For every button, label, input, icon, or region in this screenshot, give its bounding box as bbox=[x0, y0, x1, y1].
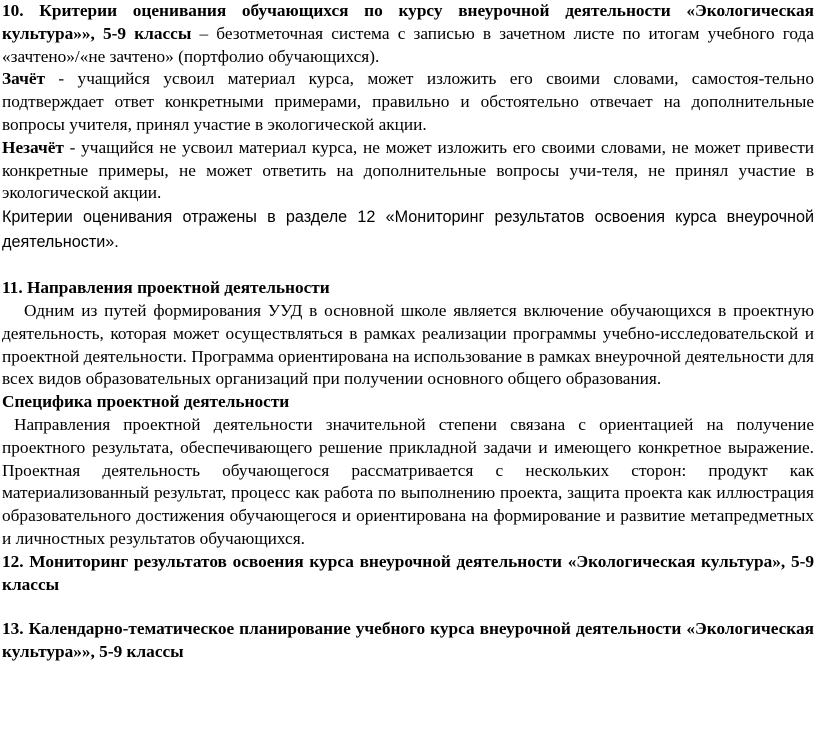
section-11-paragraph-2: Направления проектной деятельности значительной степени связана с ориентацией на получение проектного результата, обеспечивающего решение прикладной задачи и имеющего конкретное выражение. Проектная деятельность обучающегося рассматривается с нескольких сторон: продукт как материализованный результат, процесс как работа по выполнению проекта, защита проекта как иллюстрация образовательного достижения обучающегося и ориентирована на формирование и развитие метапредметных и личностных результатов обучающихся. bbox=[2, 414, 814, 548]
pass-description: - учащийся усвоил материал курса, может изложить его своими словами, самостоя-тельно подтверждает ответ конкретными примерами, правильно и обстоятельно отвечает на дополнительные вопросы учителя, принял участие в экологической акции. bbox=[2, 69, 814, 134]
section-12-heading: 12. Мониторинг результатов освоения курса внеурочной деятельности «Экологическая культура», 5-9 классы bbox=[2, 551, 814, 594]
section-13-heading: 13. Календарно-тематическое планирование учебного курса внеурочной деятельности «Экологическая культура»», 5-9 классы bbox=[2, 619, 814, 662]
fail-description: - учащийся не усвоил материал курса, не может изложить его своими словами, не может привести конкретные примеры, не может ответить на дополнительные вопросы учи-теля, не принял участие в экологической акции. bbox=[2, 137, 814, 203]
section-10-intro bbox=[2, 0, 814, 68]
fail-term: Незачёт bbox=[2, 137, 64, 157]
section-11-subheading: Специфика проектной деятельности bbox=[2, 392, 290, 412]
spacer bbox=[2, 255, 814, 277]
section-11-heading: 11. Направления проектной деятельности bbox=[2, 278, 330, 298]
section-11-paragraph-1: Одним из путей формирования УУД в основной школе является включение обучающихся в проектную деятельность, которая может осуществляться в рамках реализации программы учебно-исследовательской и проектной деятельности. Программа ориентирована на использование в рамках внеурочной деятельности для всех видов образовательных организаций при получении основного общего образования. bbox=[2, 300, 814, 389]
section-10-heading-rest: – безотметочная система с записью в зачетном листе по итогам учебного года «зачтено»/«не зачтено» (портфолио обучающихся). bbox=[2, 23, 814, 66]
pass-criterion bbox=[2, 68, 814, 136]
fail-criterion bbox=[2, 137, 814, 205]
document-page bbox=[2, 0, 814, 664]
spacer bbox=[2, 596, 814, 618]
section-10-heading: 10. Критерии оценивания обучающихся по курсу внеурочной деятельности «Экологическая культура»», 5-9 классы bbox=[2, 1, 814, 43]
pass-term: Зачёт bbox=[2, 69, 45, 89]
criteria-note: Критерии оценивания отражены в разделе 12 «Мониторинг результатов освоения курса внеурочной деятельности». bbox=[2, 208, 814, 252]
